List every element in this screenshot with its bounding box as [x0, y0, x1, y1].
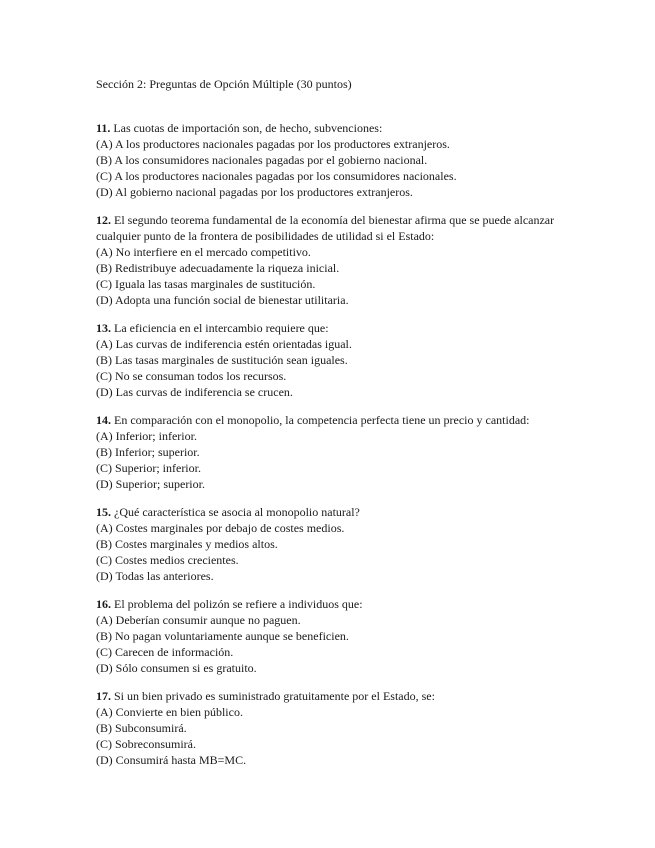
option-c: (C) Iguala las tasas marginales de sustitución.: [96, 277, 316, 291]
question-text: En comparación con el monopolio, la competencia perfecta tiene un precio y cantidad:: [114, 413, 530, 427]
option-a: (A) Inferior; inferior.: [96, 429, 197, 443]
option-b: (B) Redistribuye adecuadamente la riqueza inicial.: [96, 261, 340, 275]
question-text: Las cuotas de importación son, de hecho, subvenciones:: [113, 121, 383, 135]
option-b: (B) No pagan voluntariamente aunque se beneficien.: [96, 629, 349, 643]
option-a: (A) Costes marginales por debajo de costes medios.: [96, 521, 345, 535]
question-14: [96, 412, 566, 492]
option-a: (A) No interfiere en el mercado competitivo.: [96, 245, 311, 259]
question-stem: [96, 688, 566, 704]
question-number: 12.: [96, 213, 111, 227]
option-a: (A) A los productores nacionales pagadas por los productores extranjeros.: [96, 137, 450, 151]
option-b: (B) Subconsumirá.: [96, 721, 187, 735]
option-b: (B) A los consumidores nacionales pagadas por el gobierno nacional.: [96, 153, 428, 167]
question-text: El problema del polizón se refiere a individuos que:: [114, 597, 363, 611]
question-stem: [96, 596, 566, 612]
question-number: 16.: [96, 597, 111, 611]
question-stem: [96, 120, 566, 136]
option-b: (B) Inferior; superior.: [96, 445, 200, 459]
question-15: [96, 504, 566, 584]
option-d: (D) Superior; superior.: [96, 477, 205, 491]
option-a: (A) Las curvas de indiferencia estén orientadas igual.: [96, 337, 352, 351]
option-a: (A) Deberían consumir aunque no paguen.: [96, 613, 301, 627]
option-c: (C) A los productores nacionales pagadas por los consumidores nacionales.: [96, 169, 457, 183]
option-b: (B) Costes marginales y medios altos.: [96, 537, 278, 551]
question-13: [96, 320, 566, 400]
question-stem: [96, 504, 566, 520]
option-c: (C) Costes medios crecientes.: [96, 553, 239, 567]
option-d: (D) Todas las anteriores.: [96, 569, 214, 583]
question-stem: [96, 412, 566, 428]
section-title: Sección 2: Preguntas de Opción Múltiple (30 puntos): [96, 77, 352, 91]
question-number: 13.: [96, 321, 111, 335]
question-11: [96, 120, 566, 200]
question-text: ¿Qué característica se asocia al monopolio natural?: [114, 505, 360, 519]
question-text: El segundo teorema fundamental de la economía del bienestar afirma que se puede alcanzar cualquier punto de la frontera de posibilidades de utilidad si el Estado:: [96, 213, 555, 243]
document-page: [96, 76, 566, 780]
option-d: (D) Las curvas de indiferencia se crucen.: [96, 385, 293, 399]
option-d: (D) Adopta una función social de bienestar utilitaria.: [96, 293, 349, 307]
question-number: 17.: [96, 689, 111, 703]
option-c: (C) Sobreconsumirá.: [96, 737, 196, 751]
option-d: (D) Al gobierno nacional pagadas por los productores extranjeros.: [96, 185, 413, 199]
question-16: [96, 596, 566, 676]
question-number: 11.: [96, 121, 111, 135]
option-c: (C) Carecen de información.: [96, 645, 234, 659]
option-c: (C) Superior; inferior.: [96, 461, 201, 475]
option-b: (B) Las tasas marginales de sustitución sean iguales.: [96, 353, 348, 367]
option-d: (D) Consumirá hasta MB=MC.: [96, 753, 247, 767]
option-a: (A) Convierte en bien público.: [96, 705, 243, 719]
question-number: 15.: [96, 505, 111, 519]
option-c: (C) No se consuman todos los recursos.: [96, 369, 287, 383]
question-number: 14.: [96, 413, 111, 427]
question-stem: [96, 212, 566, 244]
option-d: (D) Sólo consumen si es gratuito.: [96, 661, 257, 675]
question-stem: [96, 320, 566, 336]
question-text: La eficiencia en el intercambio requiere que:: [114, 321, 329, 335]
question-12: [96, 212, 566, 308]
question-text: Si un bien privado es suministrado gratuitamente por el Estado, se:: [114, 689, 435, 703]
question-17: [96, 688, 566, 768]
